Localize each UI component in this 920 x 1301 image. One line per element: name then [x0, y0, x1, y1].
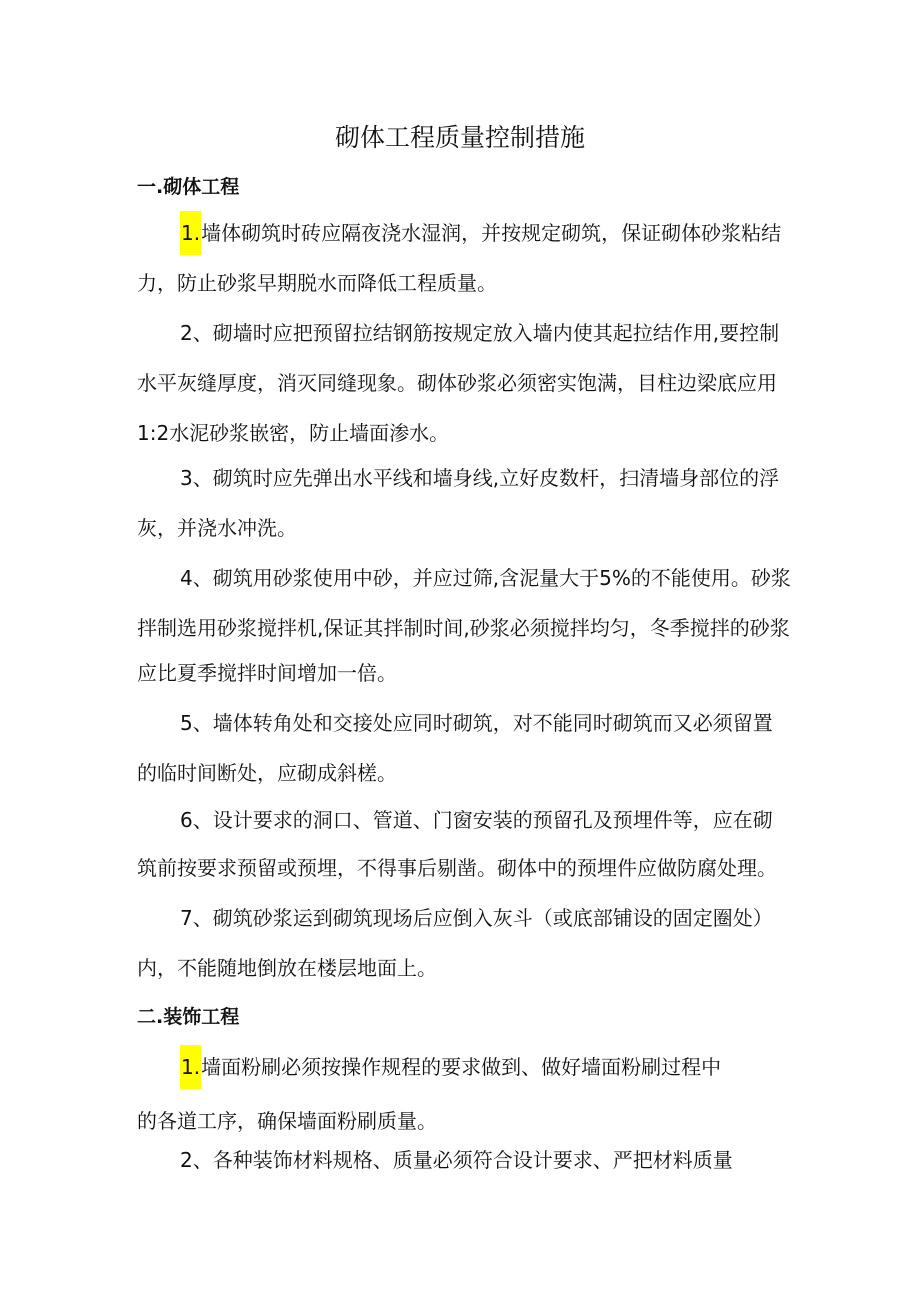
paragraph-line	[180, 318, 779, 348]
item-text: 墙体转角处和交接处应同时砌筑，对不能同时砌筑而又必须留置	[212, 711, 773, 735]
paragraph-line	[180, 708, 773, 738]
paragraph-line: 1:2水泥砂浆嵌密，防止墙面渗水。	[137, 421, 450, 445]
item-text: 砌墙时应把预留拉结钢筋按规定放入墙内使其起拉结作用,要控制	[212, 321, 780, 345]
paragraph-line: 应比夏季搅拌时间增加一倍。	[137, 661, 397, 685]
paragraph-line: 水平灰缝厚度，消灭同缝现象。砌体砂浆必须密实饱满，目柱边梁底应用	[137, 371, 777, 395]
item-number: 2、	[180, 1148, 213, 1172]
item-text: 设计要求的洞口、管道、门窗安装的预留孔及预埋件等，应在砌	[212, 808, 773, 832]
highlighted-item-number: 1.	[180, 1045, 201, 1089]
item-number: 6、	[180, 808, 213, 832]
item-number: 4、	[180, 566, 213, 590]
paragraph-line: 内，不能随地倒放在楼层地面上。	[137, 956, 437, 980]
paragraph-line	[180, 563, 791, 593]
paragraph-line	[180, 463, 779, 493]
paragraph-line	[180, 218, 781, 255]
paragraph-line: 的各道工序，确保墙面粉刷质量。	[137, 1109, 437, 1133]
document-title: 砌体工程质量控制措施	[334, 123, 585, 152]
paragraph-line: 力，防止砂浆早期脱水而降低工程质量。	[137, 271, 497, 295]
item-text: 砌筑砂浆运到砌筑现场后应倒入灰斗（或底部铺设的固定圈处）	[212, 906, 773, 930]
paragraph-line	[180, 805, 773, 835]
paragraph-line	[180, 903, 773, 933]
item-number: 2、	[180, 321, 213, 345]
item-number: 5、	[180, 711, 213, 735]
item-text: 各种装饰材料规格、质量必须符合设计要求、严把材料质量	[212, 1148, 733, 1172]
paragraph-line: 的临时间断处，应砌成斜槎。	[137, 761, 397, 785]
item-text: 墙面粉刷必须按操作规程的要求做到、做好墙面粉刷过程中	[201, 1055, 722, 1079]
item-text: 砌筑时应先弹出水平线和墙身线,立好皮数杆，扫清墙身部位的浮	[212, 466, 780, 490]
item-number: 3、	[180, 466, 213, 490]
highlighted-item-number: 1.	[180, 211, 201, 255]
paragraph-line	[180, 1052, 721, 1089]
paragraph-line: 拌制选用砂浆搅拌机,保证其拌制时间,砂浆必须搅拌均匀，冬季搅拌的砂浆	[137, 616, 790, 640]
item-text: 墙体砌筑时砖应隔夜浇水湿润，并按规定砌筑，保证砌体砂浆粘结	[201, 221, 782, 245]
paragraph-line: 筑前按要求预留或预埋，不得事后剔凿。砌体中的预埋件应做防腐处理。	[137, 856, 777, 880]
section-heading-masonry: 一.砌体工程	[137, 176, 240, 198]
paragraph-line	[180, 1145, 733, 1175]
paragraph-line: 灰，并浇水冲洗。	[137, 516, 297, 540]
item-text: 砌筑用砂浆使用中砂，并应过筛,含泥量大于5%的不能使用。砂浆	[212, 566, 791, 590]
section-heading-decoration: 二.装饰工程	[137, 1006, 240, 1028]
item-number: 7、	[180, 906, 213, 930]
